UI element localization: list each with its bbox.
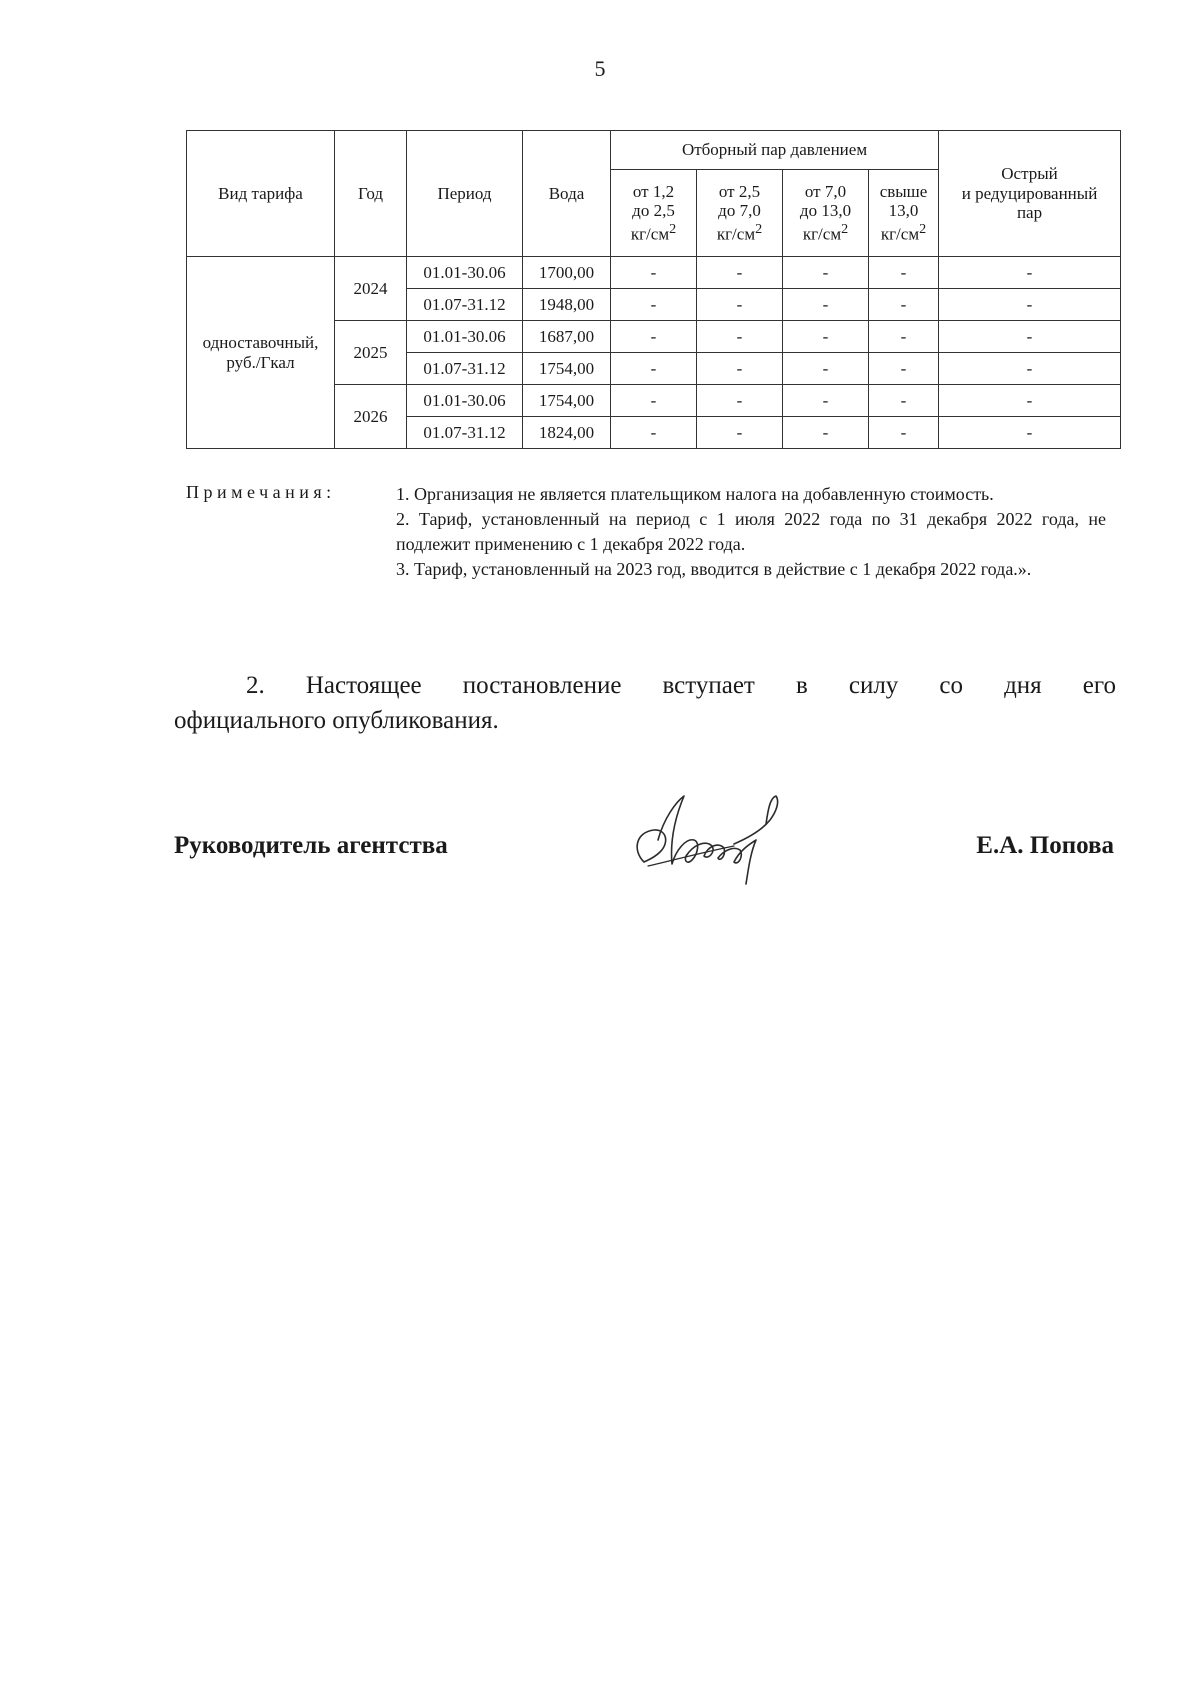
year-cell: 2025 [335, 321, 407, 385]
paragraph-line-1: 2. Настоящее постановление вступает в силу со дня его [246, 672, 1116, 699]
dash-cell: - [869, 417, 939, 449]
dash-cell: - [783, 289, 869, 321]
period-cell: 01.01-30.06 [407, 257, 523, 289]
dash-cell: - [939, 289, 1121, 321]
period-cell: 01.01-30.06 [407, 321, 523, 353]
dash-cell: - [869, 257, 939, 289]
dash-cell: - [939, 353, 1121, 385]
header-pressure-1: от 1,2 до 2,5 $кг/см^2$ [611, 170, 697, 257]
dash-cell: - [697, 289, 783, 321]
dash-cell: - [697, 385, 783, 417]
period-cell: 01.07-31.12 [407, 417, 523, 449]
water-cell: 1754,00 [523, 353, 611, 385]
dash-cell: - [939, 385, 1121, 417]
header-tariff-type: Вид тарифа [187, 131, 335, 257]
dash-cell: - [939, 257, 1121, 289]
effective-date-paragraph [174, 668, 1116, 738]
period-cell: 01.07-31.12 [407, 289, 523, 321]
water-cell: 1948,00 [523, 289, 611, 321]
signatory-title: Руководитель агентства [174, 832, 448, 859]
dash-cell: - [869, 353, 939, 385]
dash-cell: - [697, 417, 783, 449]
dash-cell: - [611, 289, 697, 321]
water-cell: 1687,00 [523, 321, 611, 353]
dash-cell: - [611, 385, 697, 417]
page-number: 5 [594, 56, 606, 81]
water-cell: 1754,00 [523, 385, 611, 417]
dash-cell: - [611, 353, 697, 385]
dash-cell: - [611, 321, 697, 353]
dash-cell: - [783, 321, 869, 353]
table-row [187, 257, 1121, 289]
dash-cell: - [697, 321, 783, 353]
dash-cell: - [939, 417, 1121, 449]
dash-cell: - [869, 385, 939, 417]
header-sharp-steam: Острый и редуцированный пар [939, 131, 1121, 257]
dash-cell: - [939, 321, 1121, 353]
note-item: 1. Организация не является плательщиком налога на добавленную стоимость. [396, 484, 994, 504]
dash-cell: - [783, 353, 869, 385]
dash-cell: - [611, 257, 697, 289]
year-cell: 2026 [335, 385, 407, 449]
tariff-type-cell: одноставочный, руб./Гкал [187, 257, 335, 449]
header-water: Вода [523, 131, 611, 257]
period-cell: 01.07-31.12 [407, 353, 523, 385]
dash-cell: - [783, 417, 869, 449]
header-pressure-3: от 7,0 до 13,0 $кг/см^2$ [783, 170, 869, 257]
dash-cell: - [697, 353, 783, 385]
header-selected-steam: Отборный пар давлением [611, 131, 939, 170]
dash-cell: - [783, 257, 869, 289]
year-cell: 2024 [335, 257, 407, 321]
period-cell: 01.01-30.06 [407, 385, 523, 417]
header-pressure-4: свыше 13,0 $кг/см^2$ [869, 170, 939, 257]
header-year: Год [335, 131, 407, 257]
dash-cell: - [869, 321, 939, 353]
water-cell: 1824,00 [523, 417, 611, 449]
paragraph-line-2: официального опубликования. [174, 707, 499, 734]
signature-block [174, 780, 1114, 890]
header-pressure-2: от 2,5 до 7,0 $кг/см^2$ [697, 170, 783, 257]
notes-label: Примечания: [186, 482, 336, 502]
dash-cell: - [611, 417, 697, 449]
note-item: 2. Тариф, установленный на период с 1 июля 2022 года по 31 декабря 2022 года, не подлежит применению с 1 декабря 2022 года. [396, 509, 1106, 554]
notes [396, 482, 1106, 582]
water-cell: 1700,00 [523, 257, 611, 289]
dash-cell: - [869, 289, 939, 321]
handwritten-signature [614, 780, 804, 890]
note-item: 3. Тариф, установленный на 2023 год, вводится в действие с 1 декабря 2022 года.». [396, 559, 1032, 579]
dash-cell: - [783, 385, 869, 417]
tariff-table [186, 130, 1121, 449]
dash-cell: - [697, 257, 783, 289]
signatory-name: Е.А. Попова [976, 832, 1114, 859]
header-period: Период [407, 131, 523, 257]
